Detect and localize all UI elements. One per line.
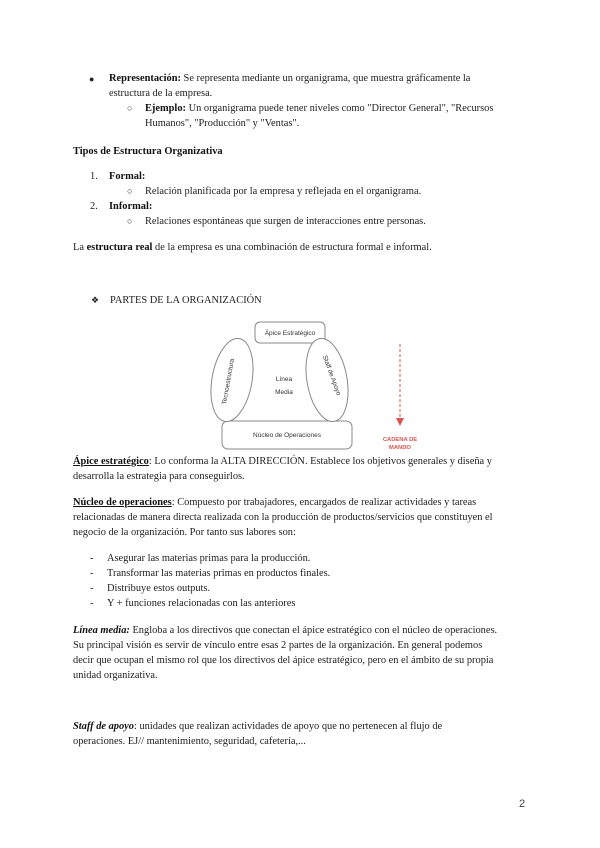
nucleo-label: Núcleo de Operaciones (253, 432, 321, 439)
estructura-real-paragraph: La estructura real de la empresa es una combinación de estructura formal e informal. (73, 242, 432, 253)
bullet-representacion: ● (89, 74, 95, 84)
linea-label-1: Línea (275, 376, 293, 383)
staff-ellipse (300, 335, 354, 425)
representacion-line-1: Representación: Se representa mediante un organigrama, que muestra gráficamente la (109, 73, 471, 84)
tecno-label: Tecnoestructura (221, 358, 236, 406)
tipo-informal-label: Informal: (109, 201, 153, 212)
linea-line-3: decir que ocupan el mismo rol que los directivos del ápice estratégico, pero en el ámbito de su propia (73, 655, 494, 666)
sub-bullet-informal: ○ (127, 216, 133, 226)
nucleo-line-3: negocio de la organización. Por tanto sus labores son: (73, 527, 296, 538)
apice-line-2: desarrolla la estrategia para conseguirlos. (73, 471, 245, 482)
apice-label: Ápice Estratégico (264, 330, 316, 337)
staff-line-1: Staff de apoyo: unidades que realizan actividades de apoyo que no pertenecen al flujo de (73, 721, 443, 732)
sub-bullet-ejemplo: ○ (127, 103, 133, 113)
representacion-line-2: estructura de la empresa. (109, 88, 213, 99)
ejemplo-label: Ejemplo: (145, 103, 186, 114)
nucleo-line-2: relacionadas de manera directa realizada con la producción de productos/servicios que constituyen el (73, 512, 493, 523)
apice-line-1: Ápice estratégico: Lo conforma la ALTA DIRECCIÓN. Establece los objetivos generales y diseña y (73, 456, 492, 467)
linea-label-2: Media (275, 389, 293, 396)
cadena-arrowhead (396, 418, 404, 426)
tipos-heading: Tipos de Estructura Organizativa (73, 146, 223, 157)
representacion-label: Representación: (109, 73, 181, 84)
nucleo-line-1: Núcleo de operaciones: Compuesto por trabajadores, encargados de realizar actividades y tareas (73, 497, 477, 508)
tipo-formal-label: Formal: (109, 171, 146, 182)
staff-term: Staff de apoyo (73, 721, 134, 732)
document-page: ● Representación: Se representa mediante un organigrama, que muestra gráficamente la estructura de la empresa. ○ Ejemplo: Un organigrama puede tener niveles como "Director General", "Recursos Humanos", "Producción" y "Ventas". Tipos de Estructura Organizativa 1. Formal: ○ Relación planificada por la empresa y reflejada en el organigrama. 2. Informal: ○ Relaciones espontáneas que surgen de interacciones entre personas. La estructura real de la empresa es una combinación de estructura formal e informal. ❖ PARTES DE LA ORGANIZACIÓN Ápice Estratégico Núcleo de Operaciones Tecnoestructura Staff de Apoyo Línea Media CADENA DE MANDO Ápice estratégico: Lo conforma la ALTA DIRECCIÓN. Establece los objetivos generales y diseña y desarrolla la estrategia para conseguirlos. Núcleo de operaciones: Compuesto por trabajadores, encargados de realizar actividades y tareas relacionadas de manera directa realizada con la producción de productos/servicios que constituyen el negocio de la organización. Por tanto sus labores son: - Asegurar las materias primas para la producción. - Transformar las materias primas en productos finales. - Distribuye estos outputs. - Y + funciones relacionadas con las anteriores Línea media: Engloba a los directivos que conectan el ápice estratégico con el núcleo de operaciones. Su principal visión es servir de vínculo entre esas 2 partes de la organización. En general podemos decir que ocupan el mismo rol que los directivos del ápice estratégico, pero en el ámbito de su propia unidad organizativa. Staff de apoyo: unidades que realizan actividades de apoyo que no pertenecen al flujo de operaciones. EJ// mantenimiento, seguridad, cafetería,... 2 (73, 73, 526, 810)
apice-term: Ápice estratégico (73, 456, 149, 467)
linea-line-4: unidad organizativa. (73, 670, 158, 681)
staff-label: Staff de Apoyo (320, 354, 342, 397)
ejemplo-line-2: Humanos", "Producción" y "Ventas". (145, 118, 300, 129)
nucleo-term: Núcleo de operaciones (73, 497, 172, 508)
sub-bullet-formal: ○ (127, 186, 133, 196)
staff-line-2: operaciones. EJ// mantenimiento, seguridad, cafetería,... (73, 736, 306, 747)
linea-line-2: Su principal visión es servir de vínculo entre esas 2 partes de la organización. En general podemos (73, 640, 483, 651)
tipo-formal-desc: Relación planificada por la empresa y reflejada en el organigrama. (145, 186, 422, 197)
cadena-label-1: CADENA DE (382, 437, 418, 443)
section-title: PARTES DE LA ORGANIZACIÓN (110, 295, 262, 306)
linea-term: Línea media: (73, 625, 130, 636)
ejemplo-line-1: Ejemplo: Un organigrama puede tener niveles como "Director General", "Recursos (145, 103, 494, 114)
tipo-informal-desc: Relaciones espontáneas que surgen de interacciones entre personas. (145, 216, 426, 227)
section-bullet-icon: ❖ (91, 295, 100, 305)
linea-line-1: Línea media: Engloba a los directivos que conectan el ápice estratégico con el núcleo de operaciones. (73, 625, 498, 636)
cadena-label-2: MANDO (389, 445, 411, 451)
page-number: 2 (519, 798, 526, 810)
organization-diagram (200, 318, 440, 464)
tipo-informal-num: 2. (90, 201, 98, 212)
tipo-formal-num: 1. (90, 171, 98, 182)
